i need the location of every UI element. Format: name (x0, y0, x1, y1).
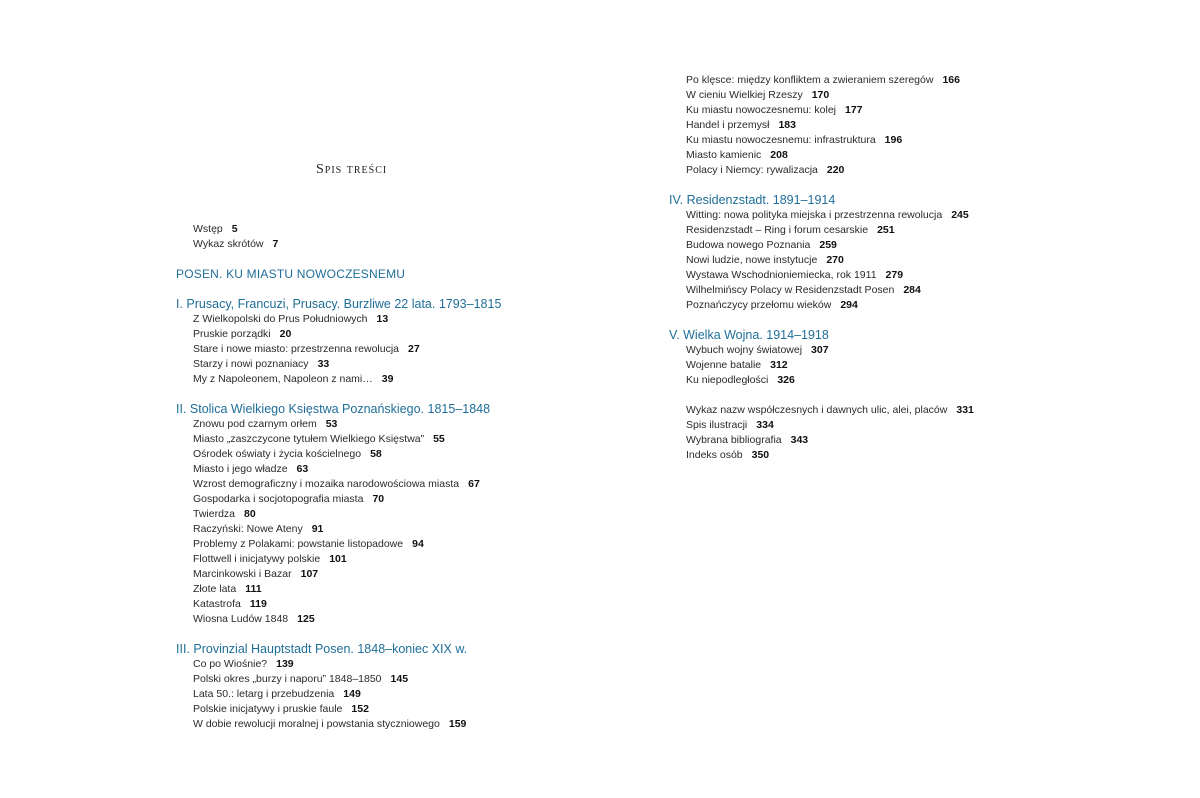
entry-page: 5 (231, 223, 238, 235)
entry-page: 39 (381, 373, 394, 385)
toc-entry[interactable] (176, 447, 636, 462)
toc-entry[interactable] (176, 702, 636, 717)
toc-entry[interactable] (669, 88, 1129, 103)
entry-label: W cieniu Wielkiej Rzeszy (686, 89, 803, 101)
entry-page: 294 (840, 299, 858, 311)
entry-label: Wstęp (193, 223, 223, 235)
entry-label: Wykaz nazw współczesnych i dawnych ulic, alei, placów (686, 404, 948, 416)
entry-label: Starzy i nowi poznaniacy (193, 358, 309, 370)
entry-label: Indeks osób (686, 449, 743, 461)
entry-page: 183 (778, 119, 796, 131)
chapter-title[interactable]: IV. Residenzstadt. 1891–1914 (669, 193, 836, 207)
entry-page: 27 (408, 343, 420, 355)
entry-label: Miasto i jego władze (193, 463, 288, 475)
toc-entry[interactable] (669, 103, 1129, 118)
toc-entry[interactable] (669, 73, 1129, 88)
entry-page: 170 (811, 89, 830, 101)
entry-label: Spis ilustracji (686, 419, 748, 431)
entry-label: Ośrodek oświaty i życia kościelnego (193, 448, 362, 460)
entry-label: Miasto kamienic (686, 149, 762, 161)
toc-entry[interactable] (176, 372, 636, 387)
entry-page: 270 (826, 254, 844, 266)
entry-label: Z Wielkopolski do Prus Południowych (193, 313, 368, 325)
entry-label: Polskie inicjatywy i pruskie faule (193, 703, 343, 715)
toc-entry[interactable] (176, 717, 636, 732)
entry-page: 67 (468, 478, 480, 490)
entry-label: Pruskie porządki (193, 328, 271, 340)
chapter-title[interactable]: III. Provinzial Hauptstadt Posen. 1848–koniec XIX w. (176, 642, 468, 656)
entry-label: Flottwell i inicjatywy polskie (193, 553, 321, 565)
entry-page: 55 (433, 433, 445, 445)
toc-entry[interactable] (669, 283, 1129, 298)
entry-page: 208 (770, 149, 788, 161)
toc-entry[interactable] (176, 597, 636, 612)
entry-label: Wilhelmińscy Polacy w Residenzstadt Posen (686, 284, 895, 296)
chapter-title[interactable]: II. Stolica Wielkiego Księstwa Poznańskiego. 1815–1848 (176, 402, 491, 416)
entry-label: Problemy z Polakami: powstanie listopadowe (193, 538, 404, 550)
entry-label: W dobie rewolucji moralnej i powstania styczniowego (193, 718, 440, 730)
entry-page: 343 (790, 434, 809, 446)
entry-label: Residenzstadt – Ring i forum cesarskie (686, 224, 869, 236)
entry-page: 326 (777, 374, 795, 386)
toc-entry[interactable] (176, 612, 636, 627)
toc-entry[interactable] (669, 223, 1129, 238)
entry-page: 80 (244, 508, 256, 520)
toc-entry[interactable] (176, 552, 636, 567)
entry-page: 53 (325, 418, 338, 430)
toc-entry[interactable] (669, 208, 1129, 223)
entry-label: Co po Wiośnie? (193, 658, 268, 670)
entry-page: 350 (751, 449, 770, 461)
entry-page: 145 (390, 673, 409, 685)
toc-entry[interactable] (176, 567, 636, 582)
entry-page: 334 (756, 419, 774, 431)
entry-label: Znowu pod czarnym orłem (193, 418, 317, 430)
toc-entry[interactable] (669, 343, 1129, 358)
toc-entry[interactable] (176, 537, 636, 552)
entry-page: 94 (412, 538, 424, 550)
entry-page: 101 (329, 553, 347, 565)
toc-entry[interactable] (176, 687, 636, 702)
chapter-title[interactable]: I. Prusacy, Francuzi, Prusacy. Burzliwe 22 lata. 1793–1815 (176, 297, 502, 311)
entry-page: 331 (956, 404, 974, 416)
entry-page: 152 (351, 703, 369, 715)
entry-page: 111 (245, 583, 262, 595)
entry-label: Po klęsce: między konfliktem a zwieraniem szeregów (686, 74, 934, 86)
toc-entry[interactable] (176, 582, 636, 597)
entry-label: Budowa nowego Poznania (686, 239, 811, 251)
entry-page: 107 (300, 568, 319, 580)
entry-page: 220 (826, 164, 845, 176)
toc-entry[interactable] (176, 342, 636, 357)
toc-entry[interactable] (176, 462, 636, 477)
entry-page: 139 (276, 658, 294, 670)
entry-label: Ku miastu nowoczesnemu: infrastruktura (686, 134, 876, 146)
entry-label: Witting: nowa polityka miejska i przestrzenna rewolucja (686, 209, 943, 221)
part-title[interactable]: POSEN. KU MIASTU NOWOCZESNEMU (176, 267, 406, 281)
entry-page: 125 (297, 613, 315, 625)
toc-entry[interactable] (669, 253, 1129, 268)
toc-entry[interactable] (176, 312, 636, 327)
toc-entry[interactable] (669, 448, 1129, 463)
entry-page: 91 (311, 523, 324, 535)
entry-label: Raczyński: Nowe Ateny (193, 523, 303, 535)
entry-label: Katastrofa (193, 598, 241, 610)
entry-page: 58 (370, 448, 382, 460)
entry-page: 7 (272, 238, 279, 250)
entry-label: Poznańczycy przełomu wieków (686, 299, 832, 311)
entry-page: 20 (279, 328, 292, 340)
toc-entry[interactable] (669, 418, 1129, 433)
entry-page: 284 (903, 284, 921, 296)
toc-entry[interactable] (176, 432, 636, 447)
toc-entry[interactable] (669, 163, 1129, 178)
page-title: Spis treści (316, 162, 388, 177)
toc-entry[interactable] (176, 222, 636, 237)
entry-page: 70 (372, 493, 385, 505)
entry-label: Złote lata (193, 583, 237, 595)
entry-label: Ku miastu nowoczesnemu: kolej (686, 104, 836, 116)
entry-page: 251 (877, 224, 895, 236)
toc-entry[interactable] (669, 133, 1129, 148)
toc-entry[interactable] (669, 403, 1129, 418)
toc-column-right (669, 73, 1129, 463)
entry-page: 259 (819, 239, 837, 251)
toc-entry[interactable] (176, 657, 636, 672)
entry-label: Miasto „zaszczycone tytułem Wielkiego Księstwa” (193, 433, 425, 445)
toc-entry[interactable] (669, 358, 1129, 373)
entry-label: Stare i nowe miasto: przestrzenna rewolucja (193, 343, 400, 355)
toc-entry[interactable] (176, 477, 636, 492)
entry-page: 166 (942, 74, 960, 86)
toc-entry[interactable] (176, 507, 636, 522)
entry-label: My z Napoleonem, Napoleon z nami… (193, 373, 373, 385)
entry-label: Wojenne batalie (686, 359, 762, 371)
entry-page: 177 (845, 104, 863, 116)
entry-label: Twierdza (193, 508, 236, 520)
entry-label: Wiosna Ludów 1848 (193, 613, 289, 625)
entry-page: 159 (448, 718, 467, 730)
entry-page: 63 (296, 463, 309, 475)
toc-entry[interactable] (176, 327, 636, 342)
entry-label: Polacy i Niemcy: rywalizacja (686, 164, 818, 176)
entry-page: 33 (317, 358, 330, 370)
toc-entry[interactable] (669, 298, 1129, 313)
entry-page: 279 (885, 269, 904, 281)
entry-page: 149 (343, 688, 361, 700)
toc-entry[interactable] (176, 417, 636, 432)
entry-label: Wybrana bibliografia (686, 434, 782, 446)
entry-label: Wzrost demograficzny i mozaika narodowościowa miasta (193, 478, 460, 490)
toc-entry[interactable] (176, 357, 636, 372)
toc-entry[interactable] (669, 268, 1129, 283)
entry-label: Ku niepodległości (686, 374, 769, 386)
entry-page: 13 (376, 313, 389, 325)
entry-page: 119 (249, 598, 267, 610)
toc-entry[interactable] (669, 433, 1129, 448)
toc-entry[interactable] (176, 522, 636, 537)
toc-entry[interactable] (176, 237, 636, 252)
entry-label: Lata 50.: letarg i przebudzenia (193, 688, 335, 700)
toc-entry[interactable] (176, 492, 636, 507)
entry-label: Wystawa Wschodnioniemiecka, rok 1911 (686, 269, 877, 281)
entry-label: Handel i przemysł (686, 119, 770, 131)
toc-entry[interactable] (669, 373, 1129, 388)
entry-page: 196 (884, 134, 903, 146)
entry-page: 245 (951, 209, 969, 221)
entry-label: Polski okres „burzy i naporu” 1848–1850 (193, 673, 382, 685)
entry-label: Wykaz skrótów (193, 238, 264, 250)
entry-page: 312 (770, 359, 788, 371)
entry-label: Nowi ludzie, nowe instytucje (686, 254, 818, 266)
entry-page: 307 (811, 344, 829, 356)
entry-label: Wybuch wojny światowej (686, 344, 803, 356)
toc-entry[interactable] (176, 672, 636, 687)
entry-label: Gospodarka i socjotopografia miasta (193, 493, 364, 505)
toc-entry[interactable] (669, 148, 1129, 163)
chapter-title[interactable]: V. Wielka Wojna. 1914–1918 (669, 328, 829, 342)
entry-label: Marcinkowski i Bazar (193, 568, 292, 580)
toc-column-left (176, 222, 636, 732)
toc-entry[interactable] (669, 238, 1129, 253)
toc-entry[interactable] (669, 118, 1129, 133)
